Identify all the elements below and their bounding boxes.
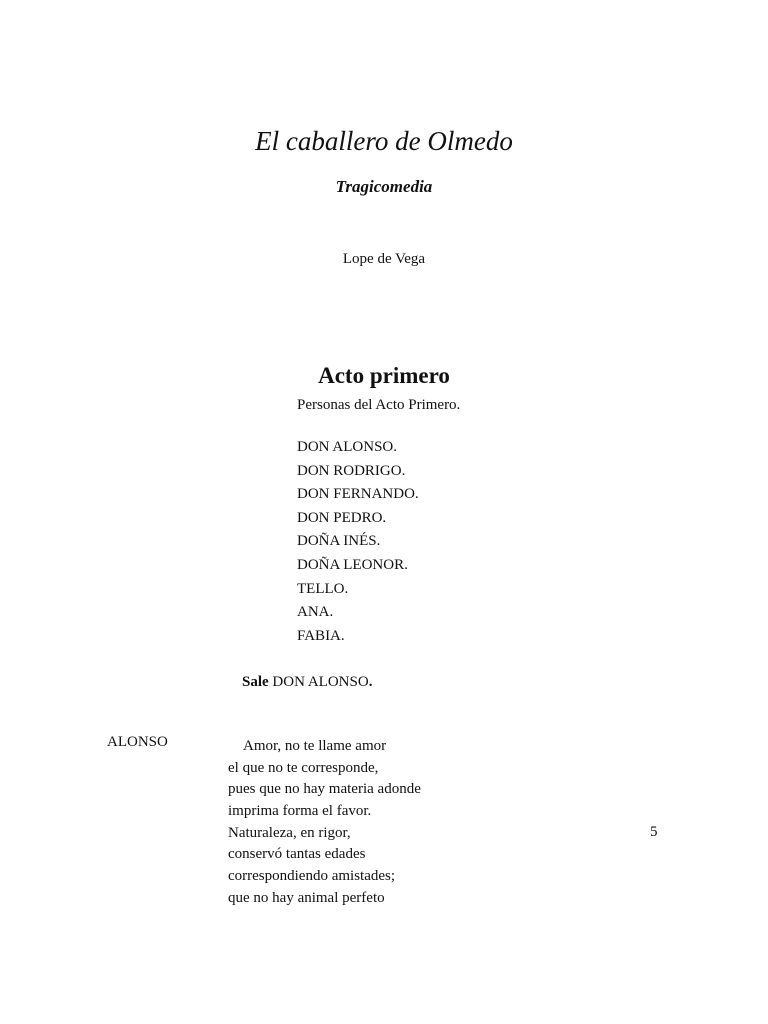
author-name: Lope de Vega: [342, 251, 426, 267]
stage-direction-period: .: [368, 674, 373, 690]
cast-member: TELLO.: [297, 580, 349, 597]
verse-line: Amor, no te llame amor: [243, 738, 387, 754]
verse-line: pues que no hay materia adonde: [228, 781, 421, 798]
verse-line: el que no te corresponde,: [228, 759, 379, 776]
cast-member: DON RODRIGO.: [297, 462, 406, 479]
verse-line: conservó tantas edades: [228, 846, 366, 863]
stage-direction-character: DON ALONSO: [272, 674, 369, 690]
stage-direction: [242, 674, 372, 691]
cast-list: [297, 436, 419, 648]
cast-member: DON ALONSO.: [297, 439, 398, 455]
speaker-name: ALONSO: [107, 734, 168, 750]
play-subtitle: Tragicomedia: [335, 177, 433, 196]
verse-line: imprima forma el favor.: [228, 803, 372, 820]
verse-line: correspondiendo amistades;: [228, 868, 396, 885]
cast-member: ANA.: [297, 604, 334, 621]
verse-block: [228, 736, 421, 910]
cast-member: DOÑA INÉS.: [297, 533, 381, 550]
stage-direction-verb: Sale: [242, 674, 269, 690]
verse-line: Naturaleza, en rigor,: [228, 824, 351, 841]
cast-member: DON PEDRO.: [297, 509, 387, 526]
play-title: El caballero de Olmedo: [255, 126, 513, 156]
verse-line: que no hay animal perfeto: [228, 889, 385, 906]
cast-member: DON FERNANDO.: [297, 486, 419, 503]
cast-member: DOÑA LEONOR.: [297, 556, 408, 573]
act-heading: Acto primero: [318, 363, 450, 388]
cast-member: FABIA.: [297, 627, 345, 644]
verse-line-number: 5: [650, 824, 658, 840]
personas-intro: Personas del Acto Primero.: [297, 397, 461, 413]
